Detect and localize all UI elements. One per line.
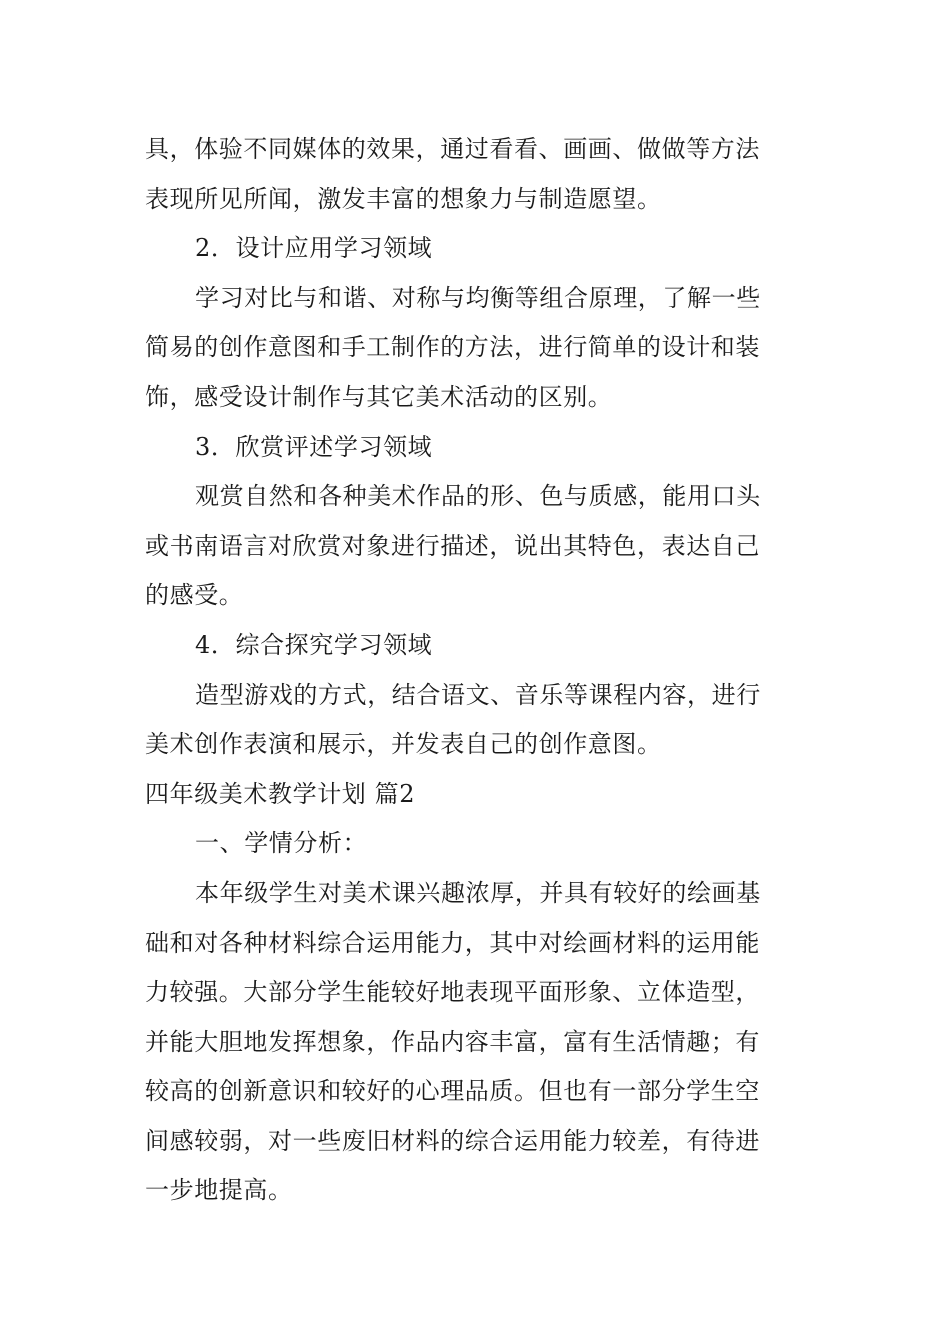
text-line: 一步地提高。	[145, 1176, 293, 1205]
text-line: 并能大胆地发挥想象，作品内容丰富，富有生活情趣；有	[145, 1027, 760, 1056]
document-body	[145, 125, 810, 1216]
text-line: 或书南语言对欣赏对象进行描述，说出其特色，表达自己	[145, 531, 760, 560]
section-heading: 3．欣赏评述学习领域	[195, 432, 433, 461]
paragraph-first-line: 本年级学生对美术课兴趣浓厚，并具有较好的绘画基	[195, 878, 761, 907]
paragraph-first-line: 观赏自然和各种美术作品的形、色与质感，能用口头	[195, 482, 761, 511]
text-line: 简易的创作意图和手工制作的方法，进行简单的设计和装	[145, 333, 760, 362]
text-line: 力较强。大部分学生能较好地表现平面形象、立体造型，	[145, 978, 760, 1007]
text-line: 饰，感受设计制作与其它美术活动的区别。	[145, 382, 613, 411]
section-heading: 4．综合探究学习领域	[195, 630, 433, 659]
section-heading: 一、学情分析：	[195, 829, 368, 858]
text-line: 的感受。	[145, 581, 244, 610]
text-line: 具，体验不同媒体的效果，通过看看、画画、做做等方法	[145, 135, 760, 163]
text-line: 间感较弱，对一些废旧材料的综合运用能力较差，有待进	[145, 1126, 760, 1155]
paragraph-first-line: 造型游戏的方式，结合语文、音乐等课程内容，进行	[195, 680, 761, 709]
text-line: 础和对各种材料综合运用能力，其中对绘画材料的运用能	[145, 928, 760, 957]
text-line: 较高的创新意识和较好的心理品质。但也有一部分学生空	[145, 1077, 760, 1106]
text-line: 美术创作表演和展示，并发表自己的创作意图。	[145, 730, 662, 759]
text-line: 表现所见所闻，激发丰富的想象力与制造愿望。	[145, 184, 662, 213]
document-title: 四年级美术教学计划 篇2	[145, 779, 416, 808]
section-heading: 2．设计应用学习领域	[195, 234, 433, 263]
paragraph-first-line: 学习对比与和谐、对称与均衡等组合原理，了解一些	[195, 283, 761, 312]
